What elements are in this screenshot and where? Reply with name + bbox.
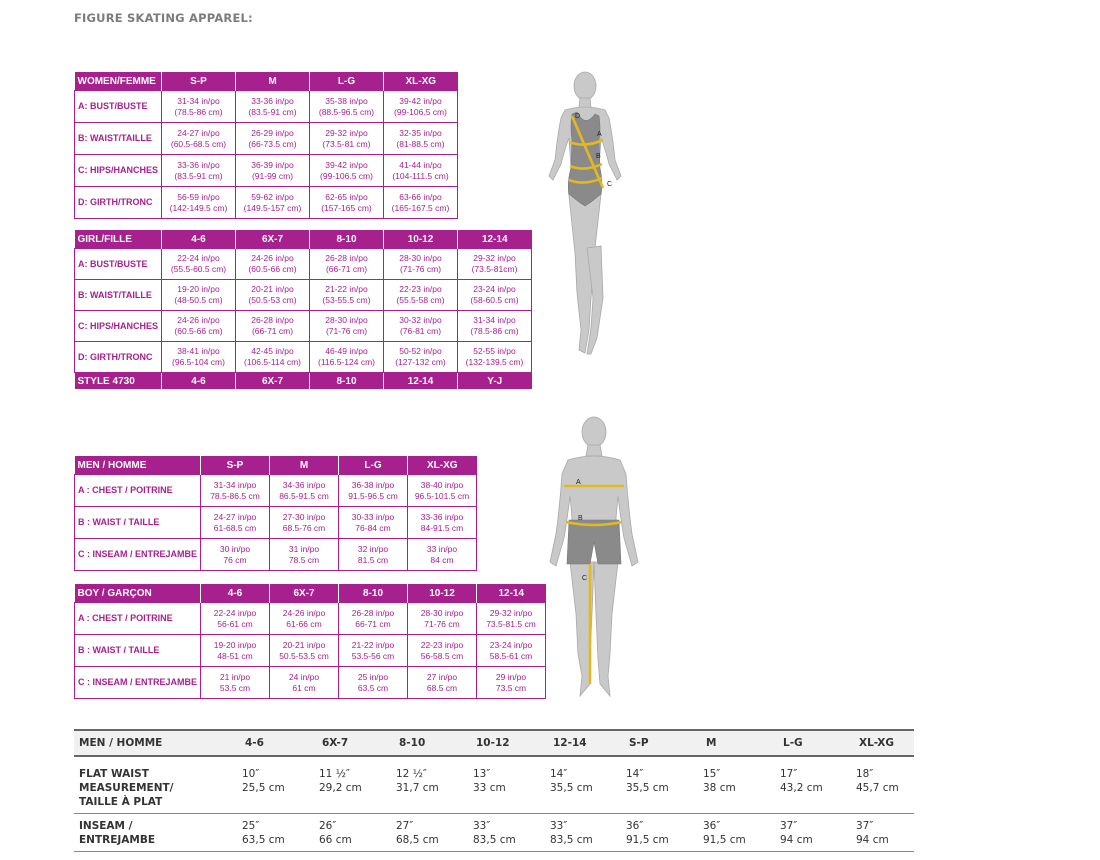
table-cell: 19-20 in/po (48-50.5 cm) [162, 280, 236, 311]
table-cell [854, 814, 914, 852]
table-cell: 25 in/po 63.5 cm [339, 667, 408, 699]
table-cell: 31-34 in/po (78.5-86 cm) [162, 91, 236, 123]
table-cell [471, 756, 548, 814]
table-header-row [75, 230, 532, 249]
table-row [75, 187, 458, 219]
boxer-shorts [567, 520, 621, 564]
column-header: XL-XG [384, 72, 458, 91]
cm-value: 91,5 cm [703, 834, 746, 846]
table-cell: 30 in/po 76 cm [201, 539, 270, 571]
table-header-row [75, 584, 546, 603]
row-label: STYLE 4730 [75, 373, 162, 390]
row-label-line: TAILLE À PLAT [79, 796, 163, 808]
row-label: B : WAIST / TAILLE [75, 635, 201, 667]
table-cell: 32 in/po 81.5 cm [339, 539, 408, 571]
cm-value: 45,7 cm [856, 782, 899, 794]
table-cell: 38-41 in/po (96.5-104 cm) [162, 342, 236, 373]
style-row [75, 373, 532, 390]
table-cell: 29 in/po 73.5 cm [477, 667, 546, 699]
inch-value: 10″ [242, 768, 260, 780]
column-header: L-G [310, 72, 384, 91]
men-size-table [74, 456, 477, 571]
table-cell: 24-27 in/po 61-68.5 cm [201, 507, 270, 539]
measurement-label: B [578, 515, 583, 522]
table-cell: 34-36 in/po 86.5-91.5 cm [270, 475, 339, 507]
column-header: 12-14 [458, 230, 532, 249]
cm-value: 91,5 cm [626, 834, 669, 846]
table-cell: 26-29 in/po (66-73.5 cm) [236, 123, 310, 155]
table-cell [548, 756, 624, 814]
table-header-row [74, 730, 914, 756]
table-cell: 4-6 [162, 373, 236, 390]
inch-value: 18″ [856, 768, 874, 780]
table-row [75, 91, 458, 123]
table-cell: 21 in/po 53.5 cm [201, 667, 270, 699]
table-cell [548, 814, 624, 852]
male-measurement-figure [532, 414, 652, 704]
column-header: M [701, 730, 778, 756]
table-cell: 24-26 in/po 61-66 cm [270, 603, 339, 635]
cm-value: 29,2 cm [319, 782, 362, 794]
table-cell: 19-20 in/po 48-51 cm [201, 635, 270, 667]
table-cell: 12-14 [384, 373, 458, 390]
cm-value: 33 cm [473, 782, 506, 794]
cm-value: 35,5 cm [550, 782, 593, 794]
measurement-label: B [596, 153, 601, 160]
table-cell: 36-39 in/po (91-99 cm) [236, 155, 310, 187]
table-cell: 50-52 in/po (127-132 cm) [384, 342, 458, 373]
row-label: C: HIPS/HANCHES [75, 311, 162, 342]
table-cell: 30-32 in/po (76-81 cm) [384, 311, 458, 342]
table-cell: 21-22 in/po (53-55.5 cm) [310, 280, 384, 311]
table-row [75, 249, 532, 280]
table-cell [854, 756, 914, 814]
measurement-label: D [575, 113, 581, 120]
inch-value: 14″ [626, 768, 644, 780]
cm-value: 38 cm [703, 782, 736, 794]
table-cell: 20-21 in/po (50.5-53 cm) [236, 280, 310, 311]
inch-value: 37″ [780, 820, 798, 832]
table-cell: 36-38 in/po 91.5-96.5 cm [339, 475, 408, 507]
table-cell: 32-35 in/po (81-88.5 cm) [384, 123, 458, 155]
column-header: 4-6 [201, 584, 270, 603]
table-cell [701, 756, 778, 814]
column-header: 6X-7 [236, 230, 310, 249]
row-label-line: ENTREJAMBE [79, 834, 156, 846]
row-label [74, 814, 240, 852]
column-header: 10-12 [408, 584, 477, 603]
column-header: 10-12 [471, 730, 548, 756]
table-cell: 56-59 in/po (142-149.5 cm) [162, 187, 236, 219]
cm-value: 43,2 cm [780, 782, 823, 794]
table-header-row [75, 72, 458, 91]
table-cell: 31-34 in/po 78.5-86.5 cm [201, 475, 270, 507]
row-label: A: BUST/BUSTE [75, 249, 162, 280]
table-cell [778, 756, 854, 814]
table-row [75, 155, 458, 187]
inch-value: 27″ [396, 820, 414, 832]
table-cell [317, 814, 394, 852]
measurement-label: A [597, 131, 602, 138]
table-row [75, 635, 546, 667]
inch-value: 13″ [473, 768, 491, 780]
row-label: A: BUST/BUSTE [75, 91, 162, 123]
column-header: 8-10 [310, 230, 384, 249]
row-label: D: GIRTH/TRONC [75, 342, 162, 373]
column-header: M [270, 456, 339, 475]
measurement-label: C [582, 575, 588, 582]
table-cell: 21-22 in/po 53.5-56 cm [339, 635, 408, 667]
page-title: FIGURE SKATING APPAREL: [74, 11, 253, 25]
row-label: A : CHEST / POITRINE [75, 475, 201, 507]
table-cell: 33 in/po 84 cm [408, 539, 477, 571]
row-label-line: INSEAM / [79, 820, 133, 832]
row-label: C: HIPS/HANCHES [75, 155, 162, 187]
table-cell [317, 756, 394, 814]
column-header: 4-6 [240, 730, 317, 756]
row-label: A : CHEST / POITRINE [75, 603, 201, 635]
column-header: S-P [201, 456, 270, 475]
table-cell: 24-26 in/po (60.5-66 cm) [236, 249, 310, 280]
table-cell: 30-33 in/po 76-84 cm [339, 507, 408, 539]
column-header: 6X-7 [270, 584, 339, 603]
table-header-row [75, 456, 477, 475]
cm-value: 68,5 cm [396, 834, 439, 846]
table-cell: 22-23 in/po (55.5-58 cm) [384, 280, 458, 311]
inch-value: 11 ½″ [319, 768, 350, 780]
row-label-line: FLAT WAIST MEASUREMENT/ [79, 768, 174, 794]
cm-value: 83,5 cm [473, 834, 516, 846]
table-row [75, 311, 532, 342]
table-cell: 29-32 in/po 73.5-81.5 cm [477, 603, 546, 635]
table-cell [778, 814, 854, 852]
cm-value: 35,5 cm [626, 782, 669, 794]
inch-value: 36″ [703, 820, 721, 832]
table-row [75, 507, 477, 539]
cm-value: 63,5 cm [242, 834, 285, 846]
row-label [74, 756, 240, 814]
table-row [75, 667, 546, 699]
table-cell: 29-32 in/po (73.5-81cm) [458, 249, 532, 280]
cm-value: 94 cm [856, 834, 889, 846]
table-cell: 23-24 in/po (58-60.5 cm) [458, 280, 532, 311]
table-cell: 38-40 in/po 96.5-101.5 cm [408, 475, 477, 507]
table-row [75, 475, 477, 507]
table-row [75, 280, 532, 311]
inch-value: 37″ [856, 820, 874, 832]
table-cell: 29-32 in/po (73.5-81 cm) [310, 123, 384, 155]
column-header: 8-10 [394, 730, 471, 756]
table-row [75, 342, 532, 373]
table-cell [394, 756, 471, 814]
table-cell [624, 814, 701, 852]
table-cell: 24 in/po 61 cm [270, 667, 339, 699]
table-cell: 41-44 in/po (104-111.5 cm) [384, 155, 458, 187]
table-cell: 52-55 in/po (132-139.5 cm) [458, 342, 532, 373]
column-header: S-P [624, 730, 701, 756]
column-header: BOY / GARÇON [75, 584, 201, 603]
inch-value: 15″ [703, 768, 721, 780]
table-cell: 33-36 in/po 84-91.5 cm [408, 507, 477, 539]
column-header: L-G [778, 730, 854, 756]
measurement-label: C [607, 181, 613, 188]
table-row [75, 603, 546, 635]
table-cell: 28-30 in/po 71-76 cm [408, 603, 477, 635]
table-cell: 35-38 in/po (88.5-96.5 cm) [310, 91, 384, 123]
inch-value: 36″ [626, 820, 644, 832]
column-header: 6X-7 [317, 730, 394, 756]
column-header: MEN / HOMME [74, 730, 240, 756]
column-header: MEN / HOMME [75, 456, 201, 475]
column-header: XL-XG [408, 456, 477, 475]
table-cell: 26-28 in/po 66-71 cm [339, 603, 408, 635]
table-row [74, 756, 914, 814]
inch-value: 25″ [242, 820, 260, 832]
inch-value: 26″ [319, 820, 337, 832]
row-label: C : INSEAM / ENTREJAMBE [75, 667, 201, 699]
table-cell: 22-24 in/po 56-61 cm [201, 603, 270, 635]
inch-value: 14″ [550, 768, 568, 780]
cm-value: 66 cm [319, 834, 352, 846]
table-cell: 33-36 in/po (83.5-91 cm) [162, 155, 236, 187]
column-header: 12-14 [477, 584, 546, 603]
column-header: M [236, 72, 310, 91]
table-cell [240, 756, 317, 814]
column-header: 12-14 [548, 730, 624, 756]
boy-size-table [74, 584, 546, 699]
row-label: B : WAIST / TAILLE [75, 507, 201, 539]
women-size-table [74, 72, 458, 219]
table-cell: 23-24 in/po 58.5-61 cm [477, 635, 546, 667]
row-label: B: WAIST/TAILLE [75, 123, 162, 155]
table-cell: 28-30 in/po (71-76 cm) [384, 249, 458, 280]
table-cell: 22-24 in/po (55.5-60.5 cm) [162, 249, 236, 280]
table-cell: 39-42 in/po (99-106.5 cm) [384, 91, 458, 123]
female-measurement-figure [525, 68, 645, 360]
table-cell: 39-42 in/po (99-106.5 cm) [310, 155, 384, 187]
row-label: D: GIRTH/TRONC [75, 187, 162, 219]
table-cell: 24-26 in/po (60.5-66 cm) [162, 311, 236, 342]
cm-value: 25,5 cm [242, 782, 285, 794]
table-cell: 31 in/po 78.5 cm [270, 539, 339, 571]
column-header: S-P [162, 72, 236, 91]
men-flat-waist-table [74, 729, 914, 852]
cm-value: 94 cm [780, 834, 813, 846]
table-cell: 24-27 in/po (60.5-68.5 cm) [162, 123, 236, 155]
table-cell: 22-23 in/po 56-58.5 cm [408, 635, 477, 667]
table-row [75, 123, 458, 155]
column-header: 10-12 [384, 230, 458, 249]
cm-value: 31,7 cm [396, 782, 439, 794]
column-header: GIRL/FILLE [75, 230, 162, 249]
table-cell: 6X-7 [236, 373, 310, 390]
table-cell: 63-66 in/po (165-167.5 cm) [384, 187, 458, 219]
table-cell [240, 814, 317, 852]
table-cell: 28-30 in/po (71-76 cm) [310, 311, 384, 342]
inch-value: 33″ [473, 820, 491, 832]
row-label: B: WAIST/TAILLE [75, 280, 162, 311]
table-cell: 26-28 in/po (66-71 cm) [236, 311, 310, 342]
cm-value: 83,5 cm [550, 834, 593, 846]
table-cell [394, 814, 471, 852]
column-header: L-G [339, 456, 408, 475]
table-cell [624, 756, 701, 814]
table-cell: 46-49 in/po (116.5-124 cm) [310, 342, 384, 373]
table-cell: 42-45 in/po (106.5-114 cm) [236, 342, 310, 373]
table-cell: 27-30 in/po 68.5-76 cm [270, 507, 339, 539]
table-cell: Y-J [458, 373, 532, 390]
table-cell: 26-28 in/po (66-71 cm) [310, 249, 384, 280]
table-cell [701, 814, 778, 852]
table-cell [471, 814, 548, 852]
girl-size-table [74, 230, 532, 389]
inch-value: 12 ½″ [396, 768, 427, 780]
table-cell: 59-62 in/po (149.5-157 cm) [236, 187, 310, 219]
inch-value: 17″ [780, 768, 798, 780]
table-cell: 62-65 in/po (157-165 cm) [310, 187, 384, 219]
row-label: C : INSEAM / ENTREJAMBE [75, 539, 201, 571]
column-header: 8-10 [339, 584, 408, 603]
column-header: XL-XG [854, 730, 914, 756]
table-cell: 31-34 in/po (78.5-86 cm) [458, 311, 532, 342]
measurement-label: A [576, 479, 581, 486]
column-header: 4-6 [162, 230, 236, 249]
inch-value: 33″ [550, 820, 568, 832]
table-cell: 27 in/po 68.5 cm [408, 667, 477, 699]
table-cell: 20-21 in/po 50.5-53.5 cm [270, 635, 339, 667]
table-row [74, 814, 914, 852]
table-row [75, 539, 477, 571]
table-cell: 8-10 [310, 373, 384, 390]
table-cell: 33-36 in/po (83.5-91 cm) [236, 91, 310, 123]
column-header: WOMEN/FEMME [75, 72, 162, 91]
